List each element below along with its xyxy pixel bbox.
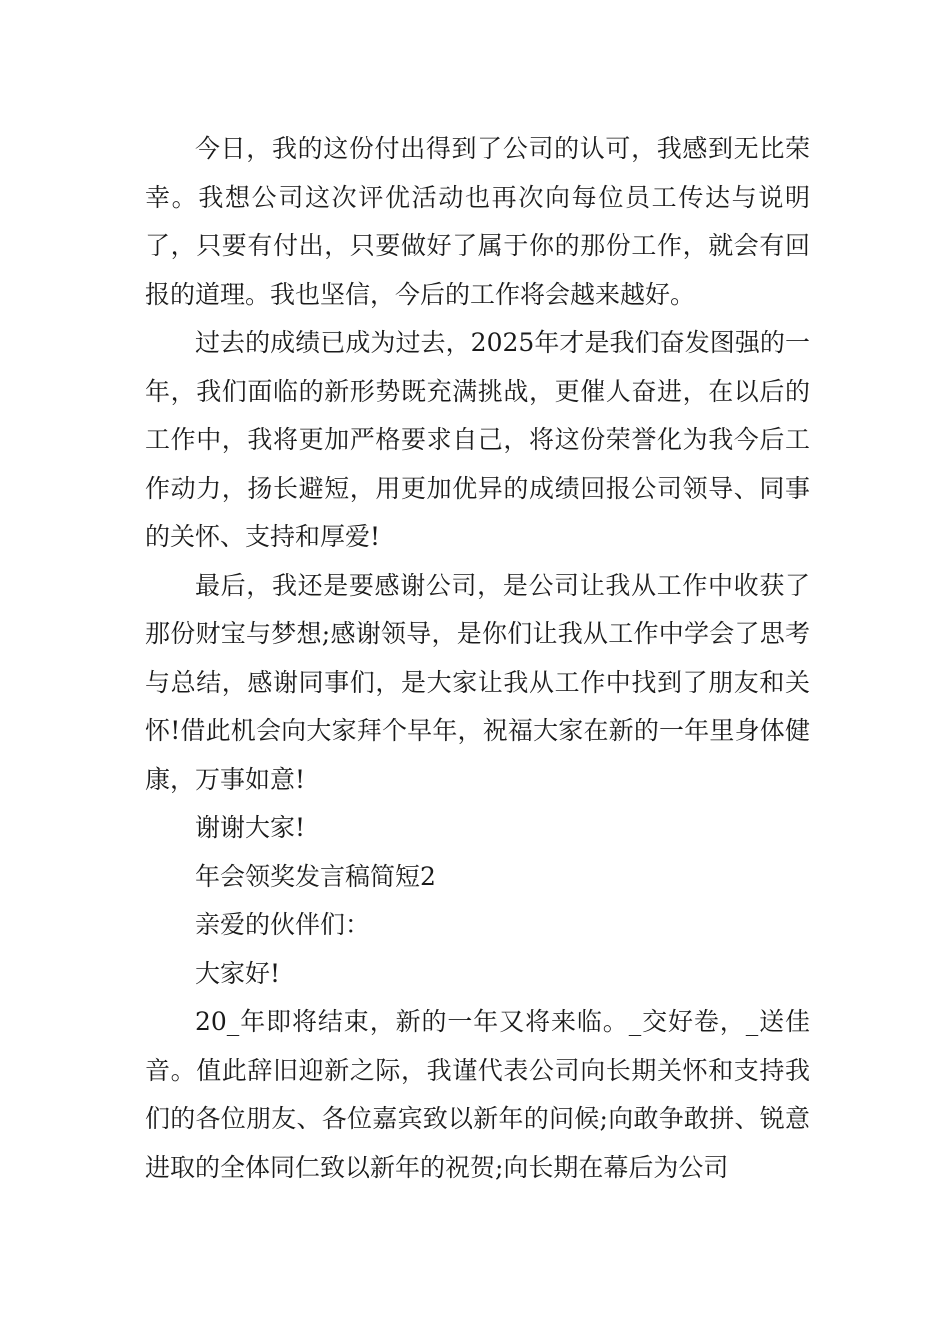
paragraph-final-thanks: 最后，我还是要感谢公司，是公司让我从工作中收获了那份财宝与梦想;感谢领导，是你们让我从工作中学会了思考与总结，感谢同事们，是大家让我从工作中找到了朋友和关怀!借此机会向大家拜个早年，祝福大家在新的一年里身体健康，万事如意! <box>145 570 810 794</box>
salutation: 亲爱的伙伴们： <box>195 910 371 939</box>
greeting: 大家好! <box>195 958 281 988</box>
document-body <box>145 125 810 1192</box>
paragraph-past-achievements: 过去的成绩已成为过去，2025年才是我们奋发图强的一年，我们面临的新形势既充满挑战，更催人奋进，在以后的工作中，我将更加严格要求自己，将这份荣誉化为我今后工作动力，扬长避短，用更加优异的成绩回报公司领导、同事的关怀、支持和厚爱! <box>145 328 810 551</box>
section-heading: 年会领奖发言稿简短2 <box>195 861 436 891</box>
paragraph-thank-you: 谢谢大家! <box>195 813 306 842</box>
paragraph-new-year: 20_年即将结束，新的一年又将来临。_交好卷，_送佳音。值此辞旧迎新之际，我谨代表公司向长期关怀和支持我们的各位朋友、各位嘉宾致以新年的问候;向敢争敢拼、锐意进取的全体同仁致以新年的祝贺;向长期在幕后为公司 <box>145 1007 810 1182</box>
paragraph-gratitude-recognition: 今日，我的这份付出得到了公司的认可，我感到无比荣幸。我想公司这次评优活动也再次向每位员工传达与说明了，只要有付出，只要做好了属于你的那份工作，就会有回报的道理。我也坚信，今后的工作将会越来越好。 <box>145 134 810 309</box>
